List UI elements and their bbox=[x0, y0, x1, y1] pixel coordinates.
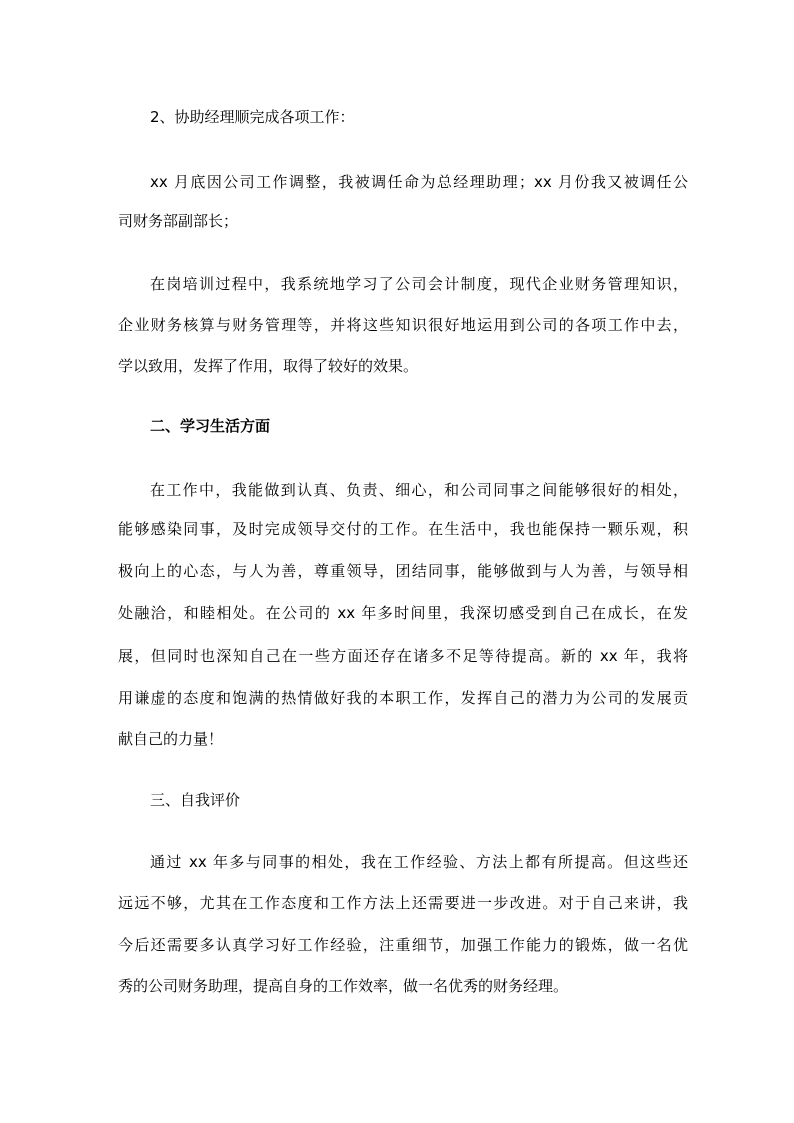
paragraph-line: 在岗培训过程中，我系统地学习了公司会计制度，现代企业财务管理知识， bbox=[150, 275, 688, 293]
paragraph-line: 极向上的心态，与人为善，尊重领导，团结同事，能够做到与人为善，与领导相 bbox=[118, 562, 688, 580]
paragraph-line: 能够感染同事，及时完成领导交付的工作。在生活中，我也能保持一颗乐观，积 bbox=[118, 520, 688, 538]
paragraph-line: 在工作中，我能做到认真、负责、细心，和公司同事之间能够很好的相处， bbox=[150, 481, 688, 499]
paragraph-line: 处融洽，和睦相处。在公司的 xx 年多时间里，我深切感受到自己在成长，在发 bbox=[118, 604, 688, 622]
paragraph-line: 展，但同时也深知自己在一些方面还存在诸多不足等待提高。新的 xx 年，我将 bbox=[118, 647, 688, 665]
list-item-heading: 2、协助经理顺完成各项工作： bbox=[150, 108, 355, 126]
paragraph-line: 企业财务核算与财务管理等，并将这些知识很好地运用到公司的各项工作中去， bbox=[118, 316, 688, 334]
paragraph-line: 献自己的力量！ bbox=[118, 730, 224, 748]
paragraph-line: 司财务部副部长； bbox=[118, 212, 239, 230]
paragraph-line: 今后还需要多认真学习好工作经验，注重细节，加强工作能力的锻炼，做一名优 bbox=[118, 936, 688, 954]
section-heading: 二、学习生活方面 bbox=[150, 417, 271, 435]
paragraph-line: 秀的公司财务助理，提高自身的工作效率，做一名优秀的财务经理。 bbox=[118, 977, 569, 995]
paragraph-line: 远远不够，尤其在工作态度和工作方法上还需要进一步改进。对于自己来讲，我 bbox=[118, 894, 688, 912]
paragraph-line: 用谦虚的态度和饱满的热情做好我的本职工作，发挥自己的潜力为公司的发展贡 bbox=[118, 689, 688, 707]
paragraph-line: xx 月底因公司工作调整，我被调任命为总经理助理；xx 月份我又被调任公 bbox=[150, 173, 688, 191]
section-heading: 三、自我评价 bbox=[150, 791, 241, 809]
paragraph-line: 通过 xx 年多与同事的相处，我在工作经验、方法上都有所提高。但这些还 bbox=[150, 853, 688, 871]
paragraph-line: 学以致用，发挥了作用，取得了较好的效果。 bbox=[118, 357, 419, 375]
